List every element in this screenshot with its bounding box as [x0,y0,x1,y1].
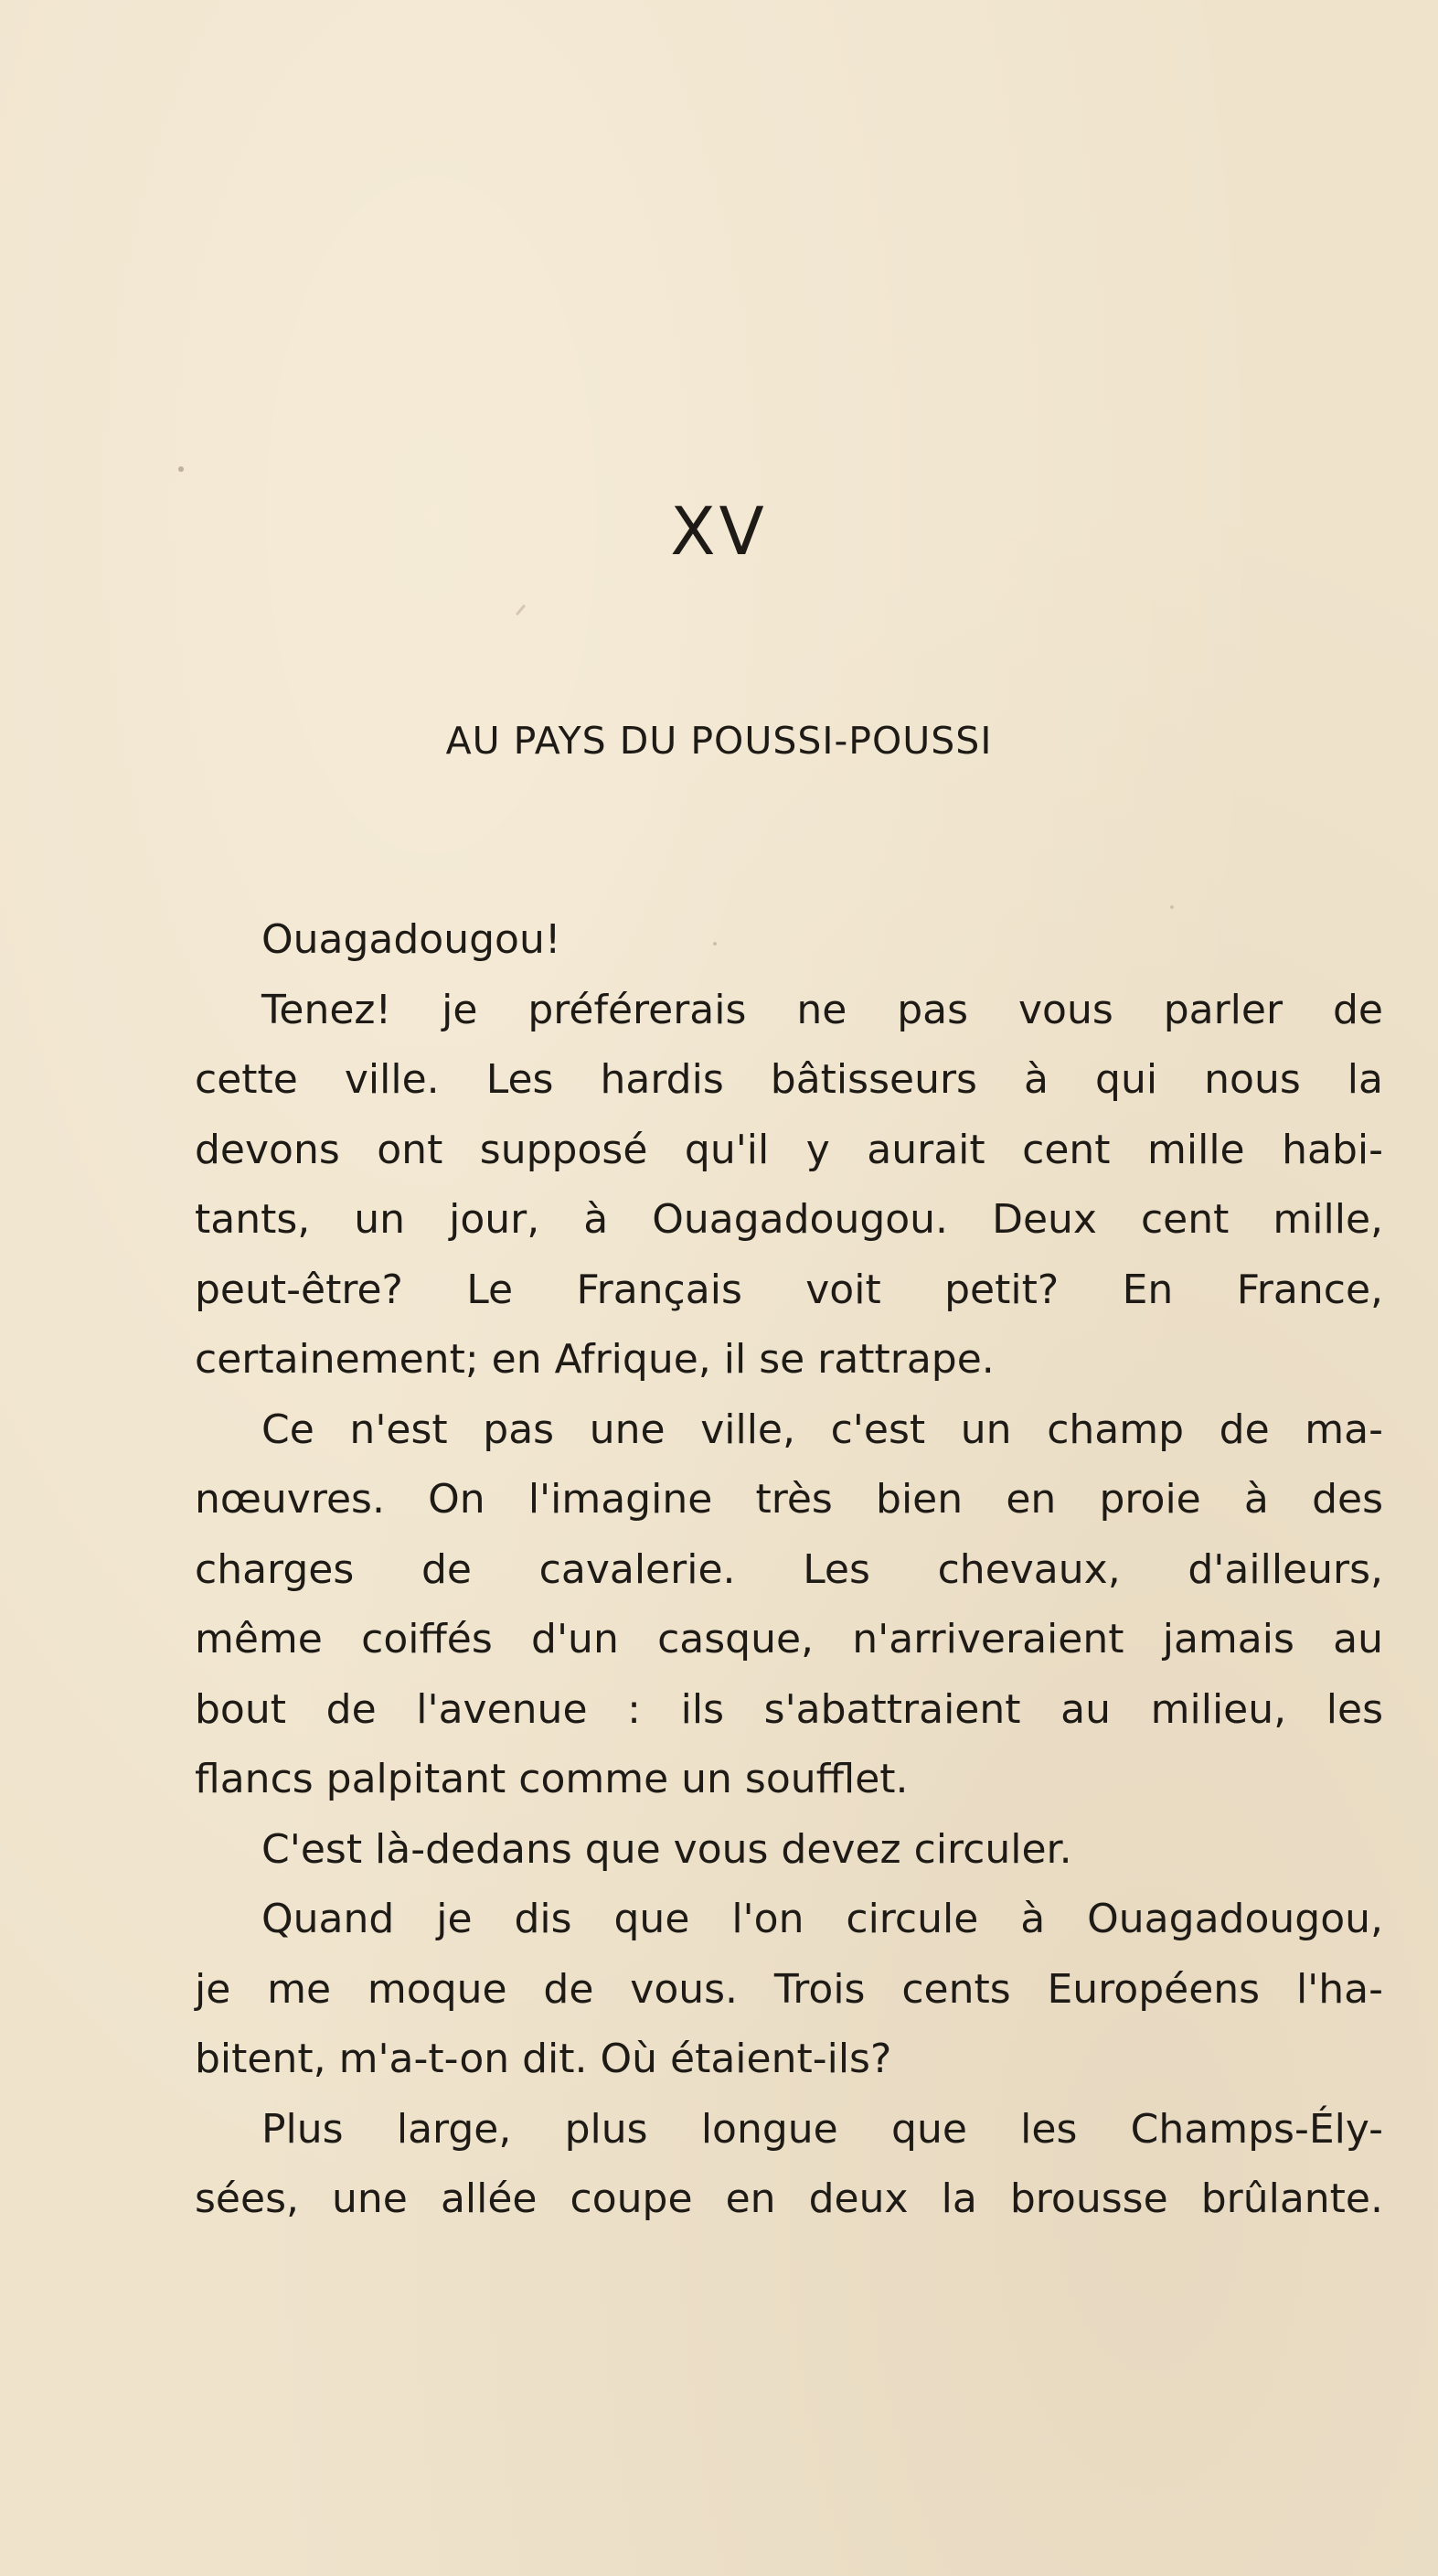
paper-speck [516,604,526,616]
text-line: certainement; en Afrique, il se rattrape. [195,1336,995,1383]
text-line: devons ont supposé qu'il y aurait cent mille habi- [195,1126,1383,1173]
body-text [195,905,1383,2235]
text-line: bout de l'avenue : ils s'abattraient au milieu, les [195,1685,1383,1733]
chapter-number: XV [670,493,768,570]
text-line: charges de cavalerie. Les chevaux, d'ailleurs, [195,1545,1383,1593]
text-line: bitent, m'a-t-on dit. Où étaient-ils? [195,2036,892,2082]
text-line: même coiffés d'un casque, n'arriveraient jamais au [195,1616,1383,1662]
text-line: cette ville. Les hardis bâtisseurs à qui nous la [195,1056,1383,1103]
text-line: je me moque de vous. Trois cents Européens l'ha- [195,1965,1383,2013]
paper-speck [178,466,184,472]
chapter-title: AU PAYS DU POUSSI-POUSSI [445,719,993,763]
text-line: peut-être? Le Français voit petit? En France, [195,1266,1383,1313]
text-line: Ouagadougou! [261,916,561,963]
text-line: Plus large, plus longue que les Champs-Ély- [261,2105,1383,2153]
text-line: Ce n'est pas une ville, c'est un champ de ma- [261,1406,1383,1453]
text-line: nœuvres. On l'imagine très bien en proie à des [195,1476,1383,1523]
text-line: C'est là-dedans que vous devez circuler. [261,1825,1072,1873]
paper-speck [1170,905,1174,909]
text-line: Quand je dis que l'on circule à Ouagadougou, [261,1896,1383,1942]
text-line: tants, un jour, à Ouagadougou. Deux cent mille, [195,1196,1383,1243]
text-line: sées, une allée coupe en deux la brousse brûlante. [195,2175,1383,2222]
text-line: Tenez! je préférerais ne pas vous parler de [261,986,1383,1033]
paper-speck [713,942,717,946]
text-line: flancs palpitant comme un soufflet. [195,1756,909,1802]
